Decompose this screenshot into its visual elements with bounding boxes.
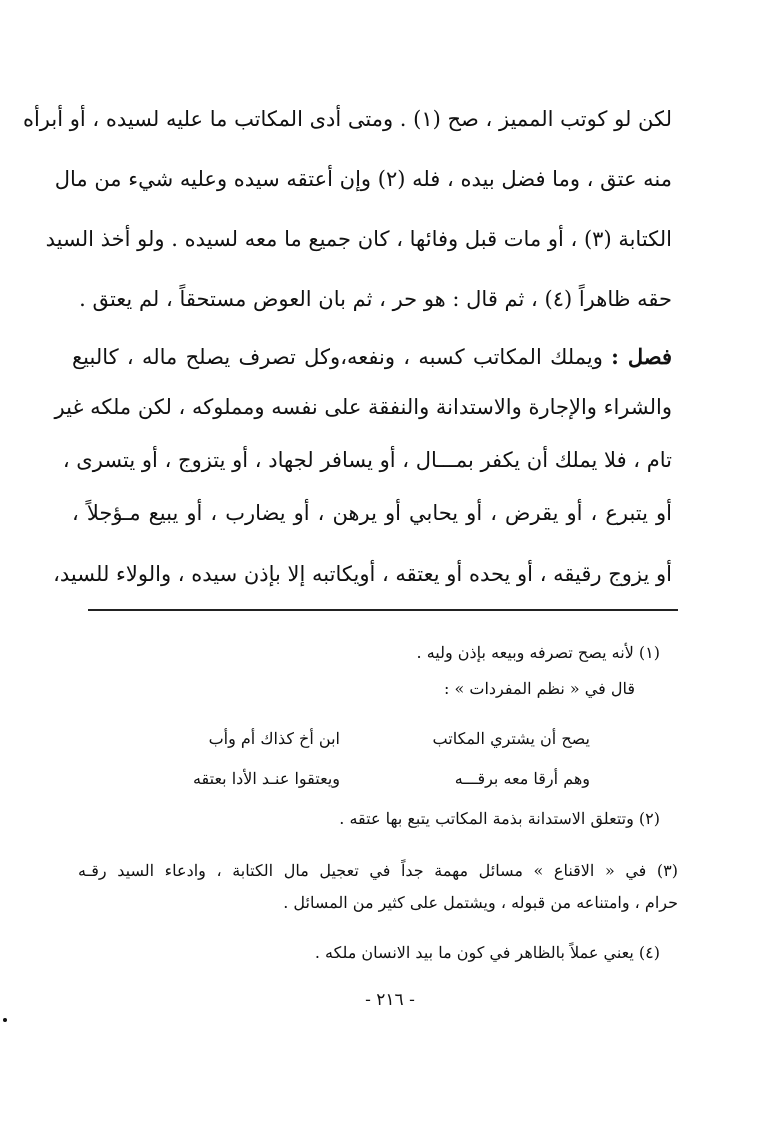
- body-line-2: منه عتق ، وما فضل بيده ، فله (٢) وإن أعتقه سيده وعليه شيء من مال: [54, 167, 672, 191]
- section-line-4: أو يتبرع ، أو يقرض ، أو يحابي أو يرهن ، أو يضارب ، أو يبيع مـؤجلاً ،: [72, 501, 672, 525]
- footnote-4: (٤) يعني عملاً بالظاهر في كون ما بيد الانسان ملكه .: [314, 943, 660, 962]
- verse-1-left: ابن أخ كذاك أم وأب: [208, 729, 340, 748]
- section-heading: فصل :: [611, 344, 672, 369]
- page-number: - ٢١٦ -: [365, 990, 415, 1010]
- verse-2-left: ويعتقوا عنـد الأدا بعتقه: [192, 769, 340, 788]
- footnote-1-intro: قال في « نظم المفردات » :: [444, 679, 635, 698]
- body-line-1: لكن لو كوتب المميز ، صح (١) . ومتى أدى المكاتب ما عليه لسيده ، أو أبرأه: [22, 107, 672, 131]
- verse-1-right: يصح أن يشتري المكاتب: [432, 729, 590, 748]
- section-line-5: أو يزوج رقيقه ، أو يحده أو يعتقه ، أويكاتبه إلا بإذن سيده ، والولاء للسيد،: [53, 562, 672, 586]
- footnote-divider: [88, 609, 678, 611]
- section-line-2: والشراء والإجارة والاستدانة والنفقة على نفسه ومملوكه ، لكن ملكه غير: [54, 395, 672, 419]
- section-first-text: ويملك المكاتب كسبه ، ونفعه،وكل تصرف يصلح ماله ، كالبيع: [72, 345, 603, 369]
- body-line-4: حقه ظاهراً (٤) ، ثم قال : هو حر ، ثم بان العوض مستحقاً ، لم يعتق .: [79, 287, 672, 311]
- body-line-3: الكتابة (٣) ، أو مات قبل وفائها ، كان جميع ما معه لسيده . ولو أخذ السيد: [45, 227, 672, 251]
- section-first-line: [72, 340, 672, 374]
- section-line-3: تام ، فلا يملك أن يكفر بمـــال ، أو يسافر لجهاد ، أو يتزوج ، أو يتسرى ،: [62, 448, 672, 472]
- scan-speck: [3, 1018, 7, 1022]
- verse-2-right: وهم أرقا معه برقـــه: [454, 769, 590, 788]
- footnote-3-line-1: (٣) في « الاقناع » مسائل مهمة جداً في تعجيل مال الكتابة ، وادعاء السيد رقـه: [78, 861, 678, 880]
- footnote-1: (١) لأنه يصح تصرفه وبيعه بإذن وليه .: [416, 643, 660, 662]
- footnote-2: (٢) وتتعلق الاستدانة بذمة المكاتب يتبع بها عتقه .: [339, 809, 660, 828]
- footnote-3-line-2: حرام ، وامتناعه من قبوله ، ويشتمل على كثير من المسائل .: [283, 893, 678, 912]
